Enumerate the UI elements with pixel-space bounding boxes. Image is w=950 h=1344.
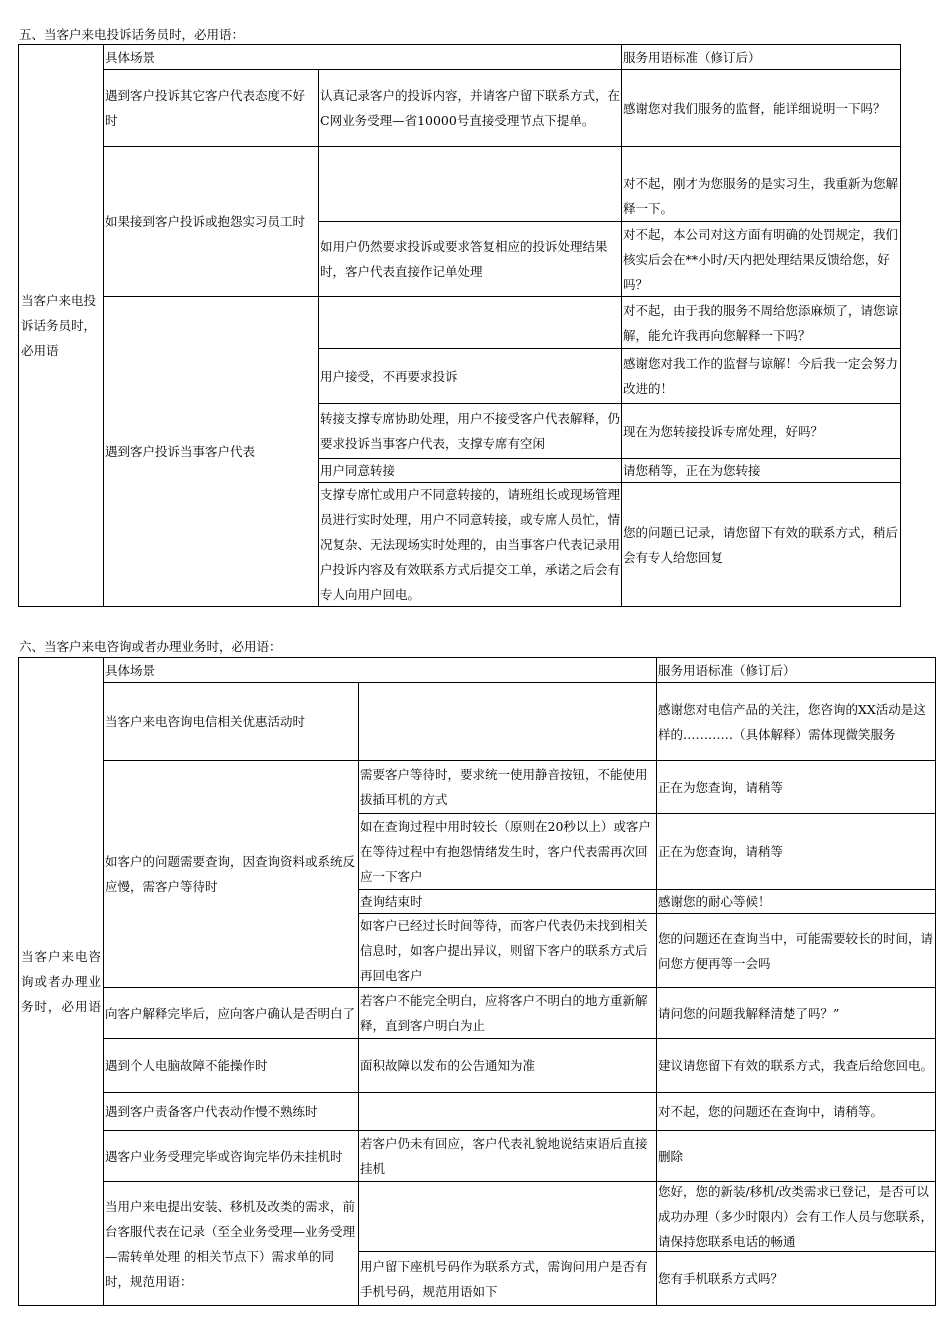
section5-row3-sub5: 支撑专席忙或用户不同意转接的，请班组长或现场管理员进行实时处理，用户不同意转接，或专席人员忙，情况复杂、无法现场实时处理的，由当事客户代表记录用户投诉内容及有效联系方式后提交工单，承诺之后会有专人向用户回电。 <box>318 482 621 606</box>
section6-r1-std: 感谢您对电信产品的关注，您咨询的XX活动是这样的…………（具体解释）需体现微笑服务 <box>656 682 935 760</box>
section5-row3-sub2: 用户接受，不再要求投诉 <box>318 348 621 403</box>
section6-r2-std4: 您的问题还在查询当中，可能需要较长的时间，请问您方便再等一会吗 <box>656 913 935 987</box>
section5-row3-sub4: 用户同意转接 <box>318 458 621 482</box>
section5-row3-std3: 现在为您转接投诉专席处理，好吗？ <box>621 403 900 458</box>
section6-r3-sub: 若客户不能完全明白，应将客户不明白的地方重新解释，直到客户明白为止 <box>358 987 656 1038</box>
section6-r7-std1: 您好，您的新装/移机/改类需求已登记，是否可以成功办理（多少时限内）会有工作人员与您联系，请保持您联系电话的畅通 <box>656 1181 935 1251</box>
section6-r2-sub2: 如在查询过程中用时较长（原则在20秒以上）或客户在等待过程中有抱怨情绪发生时，客户代表需再次回应一下客户 <box>358 813 656 889</box>
section6-r5-sub <box>358 1092 656 1130</box>
section6-r4-std: 建议请您留下有效的联系方式，我查后给您回电。 <box>656 1038 935 1092</box>
section5-row1-scene: 遇到客户投诉其它客户代表态度不好时 <box>103 69 318 146</box>
section5-table <box>18 44 901 607</box>
section6-r2-std2: 正在为您查询，请稍等 <box>656 813 935 889</box>
section5-row3-scene: 遇到客户投诉当事客户代表 <box>103 296 318 606</box>
section5-title: 五、当客户来电投诉话务员时，必用语： <box>19 27 245 42</box>
section6-r2-scene: 如客户的问题需要查询，因查询资料或系统反应慢，需客户等待时 <box>103 760 358 987</box>
section5-row3-sub1 <box>318 296 621 348</box>
section5-header-standard: 服务用语标准（修订后） <box>621 45 900 69</box>
section6-r2-sub3: 查询结束时 <box>358 889 656 913</box>
section5-row2-scene: 如果接到客户投诉或抱怨实习员工时 <box>103 146 318 296</box>
section6-r6-scene: 遇客户业务受理完毕或咨询完毕仍未挂机时 <box>103 1130 358 1181</box>
section5-row2-std2: 对不起，本公司对这方面有明确的处罚规定，我们核实后会在**小时/天内把处理结果反馈给您，好吗？ <box>621 221 900 296</box>
section6-r2-sub1: 需要客户等待时，要求统一使用静音按钮，不能使用拔插耳机的方式 <box>358 760 656 813</box>
section6-r2-std3: 感谢您的耐心等候！ <box>656 889 935 913</box>
section6-header-standard: 服务用语标准（修订后） <box>656 658 935 682</box>
section6-r6-sub: 若客户仍未有回应，客户代表礼貌地说结束语后直接挂机 <box>358 1130 656 1181</box>
section6-r1-sub <box>358 682 656 760</box>
section6-r5-std: 对不起，您的问题还在查询中，请稍等。 <box>656 1092 935 1130</box>
section6-r7-sub2: 用户留下座机号码作为联系方式，需询问用户是否有手机号码，规范用语如下 <box>358 1251 656 1305</box>
section6-r3-std: 请问您的问题我解释清楚了吗？” <box>656 987 935 1038</box>
section5-row2-std1: 对不起，刚才为您服务的是实习生，我重新为您解释一下。 <box>621 146 900 221</box>
section6-table <box>18 657 936 1306</box>
section6-r4-sub: 面积故障以发布的公告通知为准 <box>358 1038 656 1092</box>
section5-side-label: 当客户来电投诉话务员时，必用语 <box>21 293 97 358</box>
section5-row3-std2: 感谢您对我工作的监督与谅解！今后我一定会努力改进的！ <box>621 348 900 403</box>
section5-row2-sub2: 如用户仍然要求投诉或要求答复相应的投诉处理结果时，客户代表直接作记单处理 <box>318 221 621 296</box>
section6-r2-std1: 正在为您查询，请稍等 <box>656 760 935 813</box>
section6-r7-sub1 <box>358 1181 656 1251</box>
section5-row1-std: 感谢您对我们服务的监督，能详细说明一下吗？ <box>621 69 900 146</box>
section6-r3-scene: 向客户解释完毕后，应向客户确认是否明白了 <box>103 987 358 1038</box>
section5-row1-sub: 认真记录客户的投诉内容，并请客户留下联系方式，在C网业务受理—省10000号直接受理节点下提单。 <box>318 69 621 146</box>
section6-r5-scene: 遇到客户责备客户代表动作慢不熟练时 <box>103 1092 358 1130</box>
section6-side-label: 当客户来电咨询或者办理业务时，必用语 <box>21 949 101 1014</box>
section6-r6-std: 删除 <box>656 1130 935 1181</box>
section6-r4-scene: 遇到个人电脑故障不能操作时 <box>103 1038 358 1092</box>
section6-r7-std2: 您有手机联系方式吗？ <box>656 1251 935 1305</box>
section6-r1-scene: 当客户来电咨询电信相关优惠活动时 <box>103 682 358 760</box>
section5-row2-sub1 <box>318 146 621 221</box>
section5-row3-std4: 请您稍等，正在为您转接 <box>621 458 900 482</box>
section5-header-scene: 具体场景 <box>103 45 621 69</box>
section6-title: 六、当客户来电咨询或者办理业务时，必用语： <box>19 639 282 654</box>
section5-row3-sub3: 转接支撑专席协助处理，用户不接受客户代表解释，仍要求投诉当事客户代表，支撑专席有空闲 <box>318 403 621 458</box>
section6-r7-scene: 当用户来电提出安装、移机及改类的需求，前台客服代表在记录（至全业务受理—业务受理—需转单处理 的相关节点下）需求单的同时，规范用语： <box>103 1181 358 1305</box>
section6-r2-sub4: 如客户已经过长时间等待，而客户代表仍未找到相关信息时，如客户提出异议，则留下客户的联系方式后再回电客户 <box>358 913 656 987</box>
section5-row3-std1: 对不起，由于我的服务不周给您添麻烦了，请您谅解，能允许我再向您解释一下吗？ <box>621 296 900 348</box>
section6-header-scene: 具体场景 <box>103 658 656 682</box>
section5-row3-std5: 您的问题已记录，请您留下有效的联系方式，稍后会有专人给您回复 <box>621 482 900 606</box>
